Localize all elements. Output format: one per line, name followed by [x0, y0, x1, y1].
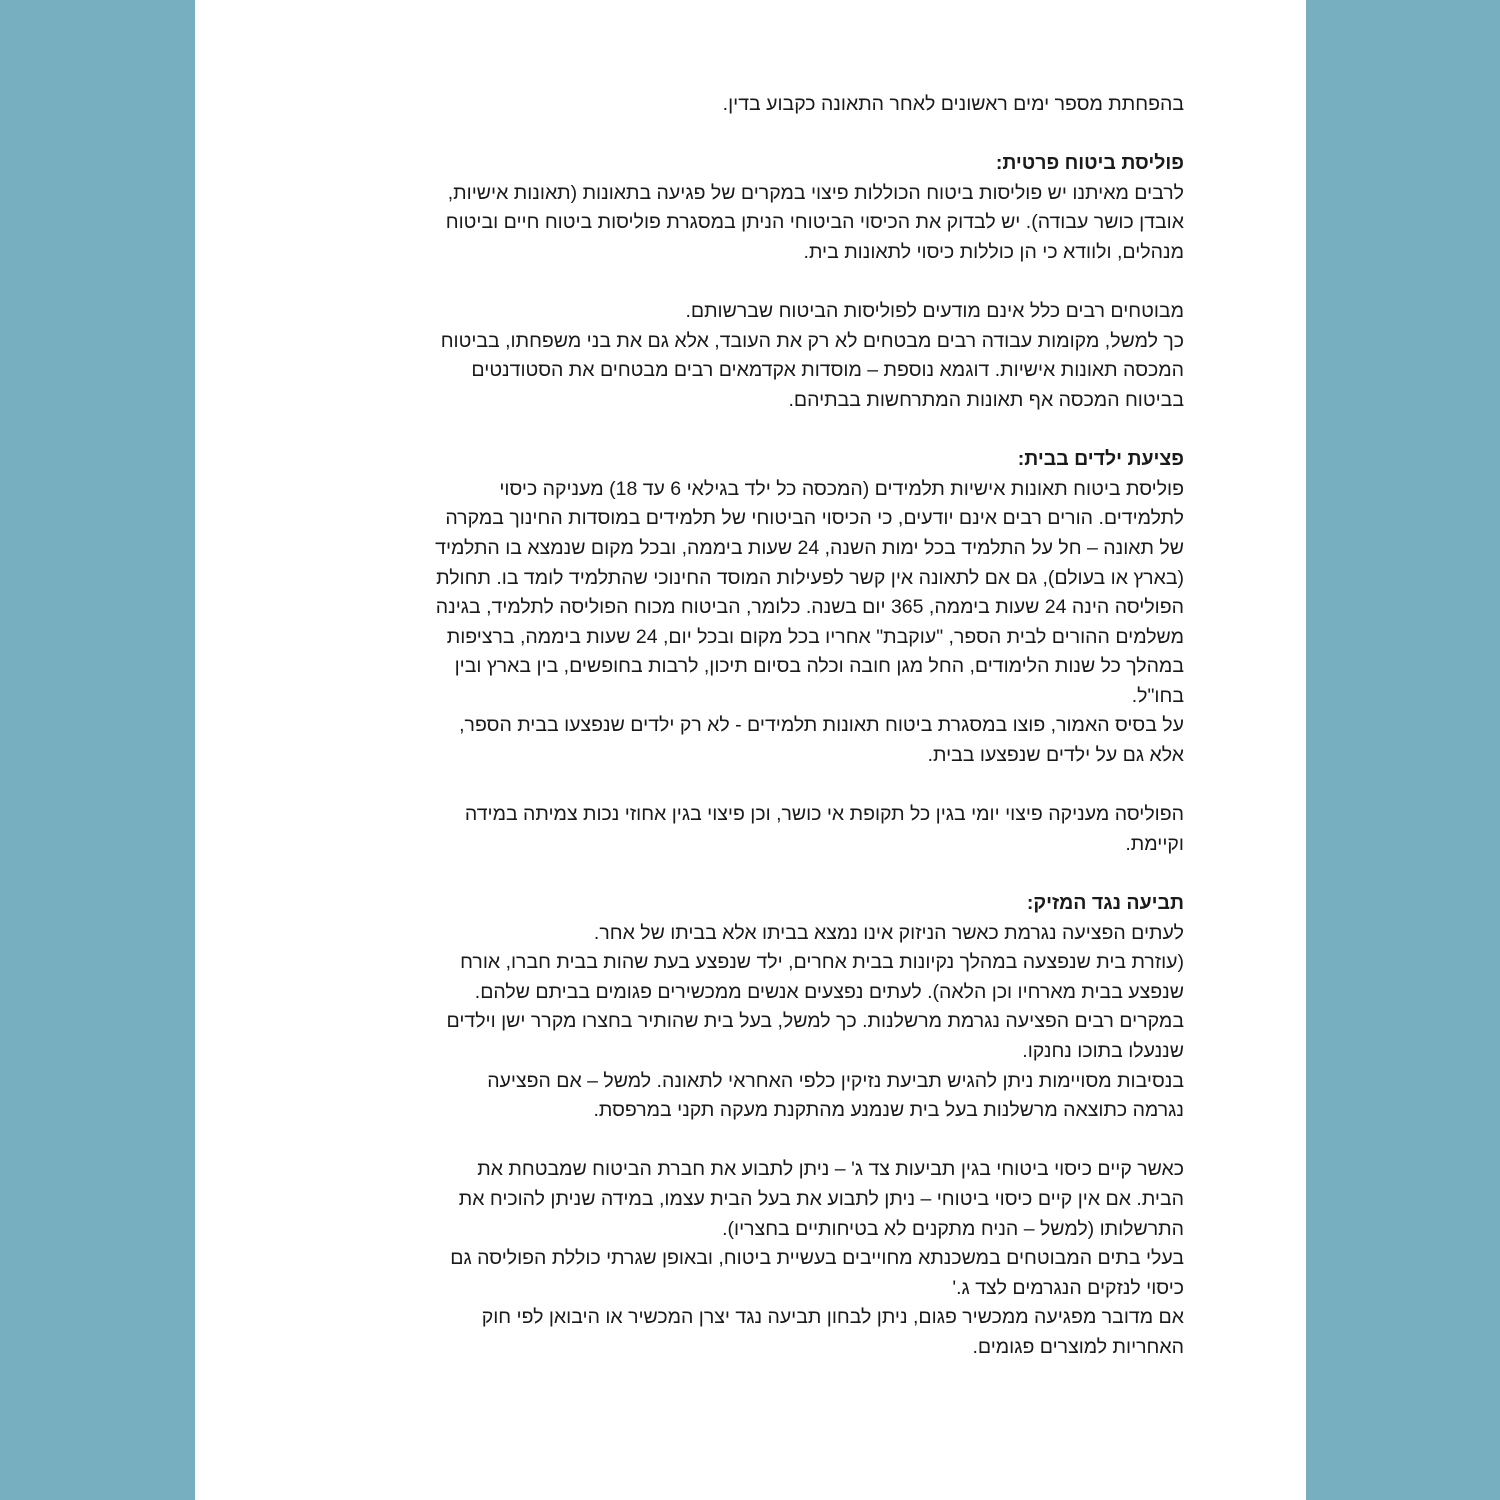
text-line: כך למשל, מקומות עבודה רבים מבטחים לא רק את העובד, אלא גם את בני משפחתו, בביטוח	[440, 329, 1184, 352]
text-line: בנסיבות מסויימות ניתן להגיש תביעת נזיקין כלפי האחראי לתאונה. למשל – אם הפציעה	[487, 1069, 1184, 1092]
text-line: לעתים הפציעה נגרמת כאשר הניזוק אינו נמצא בביתו אלא בביתו של אחר.	[593, 921, 1184, 944]
text-line: האחריות למוצרים פגומים.	[972, 1335, 1184, 1358]
text-line: הבית. אם אין קיים כיסוי ביטוחי – ניתן לתבוע את בעל הבית עצמו, במידה שניתן להוכיח את	[458, 1187, 1184, 1210]
text-line: מבוטחים רבים כלל אינם מודעים לפוליסות הביטוח שברשותם.	[685, 300, 1184, 323]
text-line: כאשר קיים כיסוי ביטוחי בגין תביעות צד ג' – ניתן לתבוע את חברת הביטוח שמבטחת את	[477, 1158, 1184, 1181]
text-line: הפוליסה מעניקה פיצוי יומי בגין כל תקופת אי כושר, וכן פיצוי בגין אחוזי נכות צמיתה במידה	[464, 803, 1184, 826]
text-line: בחו"ל.	[1131, 684, 1184, 707]
text-line: על בסיס האמור, פוצו במסגרת ביטוח תאונות תלמידים - לא רק ילדים שנפצעו בבית הספר,	[459, 714, 1184, 737]
text-line: המכסה תאונות אישיות. דוגמא נוספת – מוסדות אקדמאים רבים מבטחים את הסטודנטים	[471, 359, 1184, 382]
section-private-insurance	[318, 149, 1184, 415]
text-line: אובדן כושר עבודה). יש לבדוק את הכיסוי הביטוחי הניתן במסגרת פוליסות ביטוח חיים וביטוח	[445, 211, 1184, 234]
text-line: לתלמידים. הורים רבים אינם יודעים, כי הכיסוי הביטוחי של תלמידים במוסדות החינוך במקרה	[445, 507, 1184, 530]
text-line: וקיימת.	[1125, 832, 1184, 855]
intro-paragraph	[318, 90, 1184, 120]
section-heading: פציעת ילדים בבית:	[1017, 448, 1184, 471]
text-line: מנהלים, ולוודא כי הן כוללות כיסוי לתאונות בית.	[803, 240, 1184, 263]
text-line: כיסוי לנזקים הנגרמים לצד ג.'	[952, 1276, 1184, 1299]
text-line: אם מדובר מפגיעה ממכשיר פגום, ניתן לבחון תביעה נגד יצרן המכשיר או היבואן לפי חוק	[481, 1306, 1184, 1329]
text-line: נגרמה כתוצאה מרשלנות בעל בית שנמנע מהתקנת מעקה תקני במרפסת.	[593, 1099, 1184, 1122]
text-line: משלמים ההורים לבית הספר, "עוקבת" אחריו בכל מקום ובכל יום, 24 שעות ביממה, ברציפות	[446, 625, 1184, 648]
text-line: התרשלותו (למשל – הניח מתקנים לא בטיחותיים בחצריו).	[722, 1217, 1184, 1240]
section-children-injury	[318, 445, 1184, 859]
text-line: במהלך כל שנות הלימודים, החל מגן חובה וכלה בסיום תיכון, לרבות בחופשים, בין בארץ ובין	[454, 655, 1184, 678]
section-heading: פוליסת ביטוח פרטית:	[995, 152, 1184, 175]
section-heading: תביעה נגד המזיק:	[1026, 892, 1184, 915]
text-line: הפוליסה הינה 24 שעות ביממה, 365 יום בשנה. כלומר, הביטוח מכוח הפוליסה לתלמיד, בגינה	[435, 596, 1184, 619]
text-line: (בארץ או בעולם), גם אם לתאונה אין קשר לפעילות המוסד החינוכי שהתלמיד לומד בו. תחולת	[436, 566, 1184, 589]
text-line: לרבים מאיתנו יש פוליסות ביטוח הכוללות פיצוי במקרים של פגיעה בתאונות (תאונות אישיות,	[447, 181, 1184, 204]
text-line: במקרים רבים הפציעה נגרמת מרשלנות. כך למשל, בעל בית שהותיר בחצרו מקרר ישן וילדים	[446, 1010, 1184, 1033]
document-body	[318, 90, 1184, 1363]
text-line: בהפחתת מספר ימים ראשונים לאחר התאונה כקבוע בדין.	[722, 93, 1184, 115]
text-line: (עוזרת בית שנפצעה במהלך נקיונות בבית אחרים, ילד שנפצע בעת שהות בבית חברו, אורח	[460, 951, 1184, 974]
text-line: פוליסת ביטוח תאונות אישיות תלמידים (המכסה כל ילד בגילאי 6 עד 18) מעניקה כיסוי	[499, 477, 1184, 500]
section-claim	[318, 889, 1184, 1363]
text-line: שננעלו בתוכו נחנקו.	[1022, 1040, 1184, 1062]
text-line: בביטוח המכסה אף תאונות המתרחשות בבתיהם.	[788, 388, 1184, 411]
text-line: אלא גם על ילדים שנפצעו בבית.	[927, 744, 1184, 767]
text-line: בעלי בתים המבוטחים במשכנתא מחוייבים בעשיית ביטוח, ובאופן שגרתי כוללת הפוליסה גם	[450, 1247, 1184, 1270]
text-line: שנפצע בבית מארחיו וכן הלאה). לעתים נפצעים אנשים ממכשירים פגומים בביתם שלהם.	[474, 980, 1184, 1003]
text-line: של תאונה – חל על התלמיד בכל ימות השנה, 24 שעות ביממה, ובכל מקום שנמצא בו התלמיד	[435, 536, 1184, 559]
